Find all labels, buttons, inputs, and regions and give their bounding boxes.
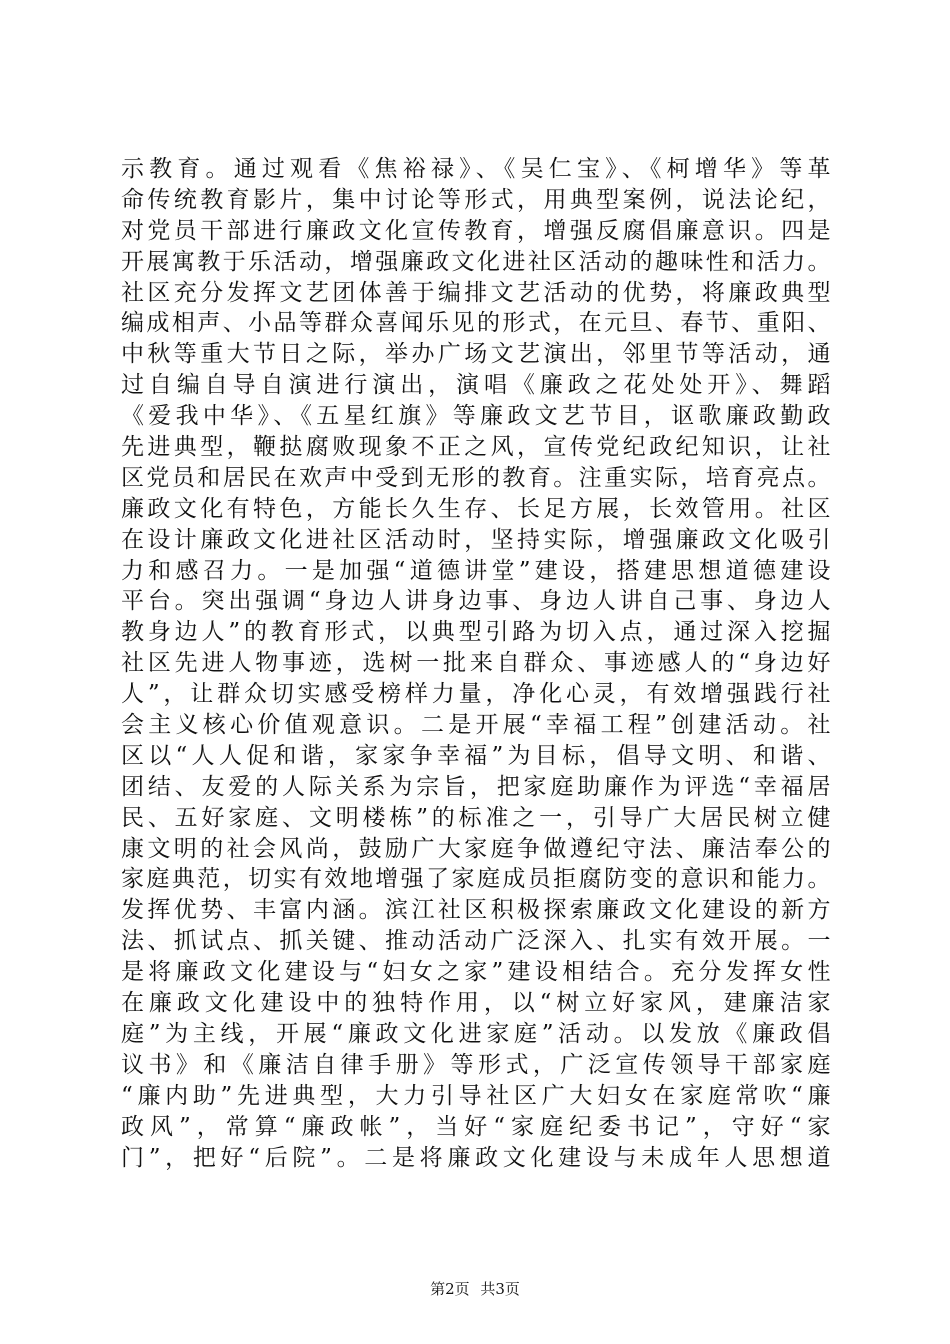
text-line: 政风”，常算“廉政帐”，当好“家庭纪委书记”，守好“家 [121, 1113, 831, 1140]
text-line: 社区先进人物事迹，选树一批来自群众、事迹感人的“身边好 [121, 650, 831, 677]
text-line: 编成相声、小品等群众喜闻乐见的形式，在元旦、春节、重阳、 [121, 310, 831, 337]
text-line: 在设计廉政文化进社区活动时，坚持实际，增强廉政文化吸引 [121, 526, 831, 553]
text-line: 区党员和居民在欢声中受到无形的教育。注重实际，培育亮点。 [121, 464, 831, 491]
text-line: 社区充分发挥文艺团体善于编排文艺活动的优势，将廉政典型 [121, 279, 831, 306]
page-total: 共3页 [480, 1280, 520, 1298]
text-line: 团结、友爱的人际关系为宗旨，把家庭助廉作为评选“幸福居 [121, 773, 831, 800]
text-line: 对党员干部进行廉政文化宣传教育，增强反腐倡廉意识。四是 [121, 217, 831, 244]
text-line: “廉内助”先进典型，大力引导社区广大妇女在家庭常吹“廉 [121, 1082, 831, 1109]
text-line: 过自编自导自演进行演出，演唱《廉政之花处处开》、舞蹈 [121, 372, 831, 399]
text-line: 开展寓教于乐活动，增强廉政文化进社区活动的趣味性和活力。 [121, 248, 831, 275]
text-line: 中秋等重大节日之际，举办广场文艺演出，邻里节等活动，通 [121, 341, 831, 368]
text-line: 区以“人人促和谐，家家争幸福”为目标，倡导文明、和谐、 [121, 742, 831, 769]
text-line: 门”，把好“后院”。二是将廉政文化建设与未成年人思想道 [121, 1144, 831, 1171]
text-line: 先进典型，鞭挞腐败现象不正之风，宣传党纪政纪知识，让社 [121, 434, 831, 461]
text-line: 在廉政文化建设中的独特作用，以“树立好家风，建廉洁家 [121, 990, 831, 1017]
document-body [121, 154, 831, 1173]
text-line: 力和感召力。一是加强“道德讲堂”建设，搭建思想道德建设 [121, 557, 831, 584]
text-line: 平台。突出强调“身边人讲身边事、身边人讲自己事、身边人 [121, 588, 831, 615]
page-footer [0, 1278, 950, 1299]
page-current: 第2页 [430, 1280, 470, 1298]
text-line: 《爱我中华》、《五星红旗》等廉政文艺节目，讴歌廉政勤政 [121, 403, 831, 430]
text-line: 教身边人”的教育形式，以典型引路为切入点，通过深入挖掘 [121, 619, 831, 646]
text-line: 法、抓试点、抓关键、推动活动广泛深入、扎实有效开展。一 [121, 928, 831, 955]
text-line: 民、五好家庭、文明楼栋”的标准之一，引导广大居民树立健 [121, 804, 831, 831]
text-line: 庭”为主线，开展“廉政文化进家庭”活动。以发放《廉政倡 [121, 1020, 831, 1047]
text-line: 发挥优势、丰富内涵。滨江社区积极探索廉政文化建设的新方 [121, 897, 831, 924]
text-line: 廉政文化有特色，方能长久生存、长足方展，长效管用。社区 [121, 495, 831, 522]
text-line: 是将廉政文化建设与“妇女之家”建设相结合。充分发挥女性 [121, 959, 831, 986]
text-line: 议书》和《廉洁自律手册》等形式，广泛宣传领导干部家庭 [121, 1051, 831, 1078]
text-line: 家庭典范，切实有效地增强了家庭成员拒腐防变的意识和能力。 [121, 866, 831, 893]
text-line: 示教育。通过观看《焦裕禄》、《吴仁宝》、《柯增华》等革 [121, 156, 831, 182]
text-line: 康文明的社会风尚，鼓励广大家庭争做遵纪守法、廉洁奉公的 [121, 835, 831, 862]
text-line: 人”，让群众切实感受榜样力量，净化心灵，有效增强践行社 [121, 681, 831, 708]
text-line: 会主义核心价值观意识。二是开展“幸福工程”创建活动。社 [121, 712, 831, 739]
text-line: 命传统教育影片，集中讨论等形式，用典型案例，说法论纪， [121, 186, 831, 213]
